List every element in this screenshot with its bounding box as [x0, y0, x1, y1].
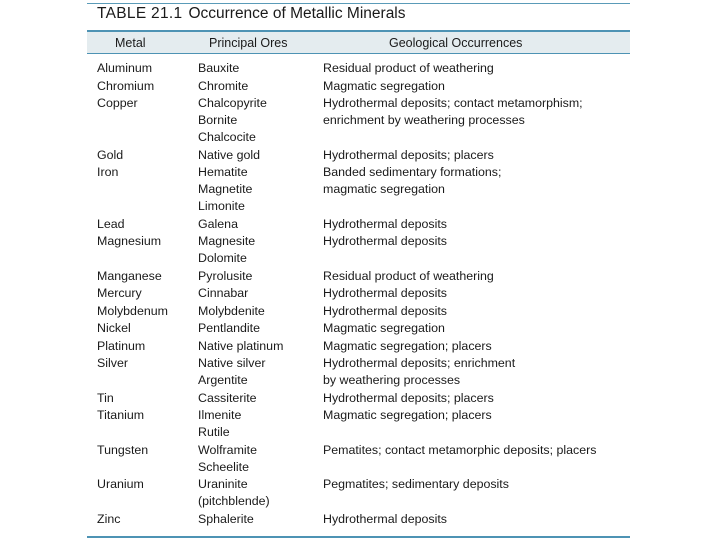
- table-row: [87, 355, 630, 389]
- geology-line: magmatic segregation: [323, 182, 445, 196]
- cell-metal: Mercury: [97, 286, 142, 300]
- geology-line: Residual product of weathering: [323, 61, 494, 75]
- cell-principal-ores: [198, 476, 323, 510]
- cell-geological-occurrence: [323, 78, 630, 95]
- geology-line: Magmatic segregation; placers: [323, 408, 492, 422]
- table-row: [87, 216, 630, 233]
- cell-geological-occurrence: [323, 476, 630, 510]
- ore-name: Molybdenite: [198, 303, 265, 318]
- column-header-geological-occurrences: Geological Occurrences: [389, 36, 523, 50]
- ore-name: Dolomite: [198, 251, 247, 265]
- geology-line: Hydrothermal deposits: [323, 286, 447, 300]
- cell-geological-occurrence: [323, 285, 630, 302]
- geology-line: Residual product of weathering: [323, 268, 494, 283]
- table-row: [87, 233, 630, 267]
- cell-geological-occurrence: [323, 511, 630, 528]
- geology-line: Hydrothermal deposits; enrichment: [323, 356, 516, 370]
- cell-principal-ores: [198, 285, 323, 302]
- table-caption: [97, 5, 406, 23]
- cell-geological-occurrence: [323, 320, 630, 337]
- table-row: [87, 442, 630, 476]
- geology-line: Pegmatites; sedimentary deposits: [323, 477, 509, 491]
- cell-metal: Chromium: [97, 78, 155, 93]
- table-row: [87, 268, 630, 285]
- cell-principal-ores: [198, 216, 323, 233]
- ore-name: Native gold: [198, 147, 260, 162]
- cell-principal-ores: [198, 268, 323, 285]
- table-row: [87, 303, 630, 320]
- cell-geological-occurrence: [323, 147, 630, 164]
- cell-metal: Platinum: [97, 338, 146, 353]
- ore-name: (pitchblende): [198, 494, 270, 508]
- geology-line: Magmatic segregation: [323, 78, 445, 93]
- ore-name: Ilmenite: [198, 408, 242, 422]
- cell-geological-occurrence: [323, 95, 630, 146]
- cell-principal-ores: [198, 442, 323, 476]
- geology-line: Magmatic segregation: [323, 321, 445, 335]
- table-frame: [87, 0, 630, 540]
- cell-geological-occurrence: [323, 303, 630, 320]
- cell-metal: Gold: [97, 147, 124, 162]
- geology-line: Banded sedimentary formations;: [323, 165, 502, 179]
- table-row: [87, 390, 630, 407]
- table-title: Occurrence of Metallic Minerals: [188, 5, 406, 22]
- cell-geological-occurrence: [323, 407, 630, 441]
- cell-principal-ores: [198, 95, 323, 146]
- ore-name: Cinnabar: [198, 286, 249, 300]
- cell-geological-occurrence: [323, 164, 630, 215]
- cell-principal-ores: [198, 338, 323, 355]
- table-row: [87, 407, 630, 441]
- cell-metal: Iron: [97, 165, 119, 179]
- cell-principal-ores: [198, 511, 323, 528]
- cell-metal: Aluminum: [97, 61, 153, 75]
- table-row: [87, 78, 630, 95]
- column-header-metal: Metal: [115, 36, 146, 50]
- cell-principal-ores: [198, 147, 323, 164]
- ore-name: Native platinum: [198, 338, 284, 353]
- cell-principal-ores: [198, 233, 323, 267]
- cell-metal: Titanium: [97, 408, 145, 422]
- cell-metal: Tungsten: [97, 442, 149, 457]
- cell-metal: Zinc: [97, 511, 121, 526]
- geology-line: Hydrothermal deposits; placers: [323, 147, 494, 162]
- ore-name: Galena: [198, 216, 238, 231]
- ore-name: Chromite: [198, 78, 249, 93]
- ore-name: Argentite: [198, 373, 248, 387]
- ore-name: Pyrolusite: [198, 268, 253, 283]
- cell-metal: Tin: [97, 390, 114, 405]
- geology-line: Hydrothermal deposits: [323, 303, 447, 318]
- cell-geological-occurrence: [323, 233, 630, 267]
- table-row: [87, 147, 630, 164]
- geology-line: Hydrothermal deposits: [323, 511, 447, 526]
- ore-name: Native silver: [198, 356, 266, 370]
- cell-metal: Lead: [97, 216, 125, 231]
- ore-name: Bornite: [198, 113, 238, 127]
- ore-name: Pentlandite: [198, 321, 261, 335]
- ore-name: Rutile: [198, 425, 230, 439]
- geology-line: by weathering processes: [323, 373, 461, 387]
- cell-principal-ores: [198, 60, 323, 77]
- cell-geological-occurrence: [323, 338, 630, 355]
- cell-geological-occurrence: [323, 390, 630, 407]
- ore-name: Scheelite: [198, 459, 249, 474]
- cell-principal-ores: [198, 355, 323, 389]
- cell-geological-occurrence: [323, 216, 630, 233]
- column-header-principal-ores: Principal Ores: [209, 36, 288, 50]
- table-row: [87, 285, 630, 302]
- cell-metal: Uranium: [97, 477, 144, 491]
- cell-principal-ores: [198, 303, 323, 320]
- ore-name: Uraninite: [198, 477, 248, 491]
- cell-geological-occurrence: [323, 60, 630, 77]
- table-row: [87, 511, 630, 528]
- ore-name: Limonite: [198, 199, 245, 213]
- table-header: [87, 32, 630, 53]
- cell-metal: Silver: [97, 356, 128, 370]
- ore-name: Cassiterite: [198, 390, 257, 405]
- table-row: [87, 476, 630, 510]
- ore-name: Chalcopyrite: [198, 96, 267, 110]
- table-body: [87, 60, 630, 528]
- ore-name: Magnetite: [198, 182, 253, 196]
- cell-metal: Copper: [97, 96, 138, 110]
- geology-line: enrichment by weathering processes: [323, 113, 525, 127]
- cell-geological-occurrence: [323, 442, 630, 476]
- geology-line: Pematites; contact metamorphic deposits; placers: [323, 442, 597, 457]
- table-bottom-rule: [87, 536, 630, 538]
- geology-line: Magmatic segregation; placers: [323, 338, 492, 353]
- cell-principal-ores: [198, 390, 323, 407]
- geology-line: Hydrothermal deposits; placers: [323, 390, 494, 405]
- geology-line: Hydrothermal deposits: [323, 234, 447, 248]
- cell-metal: Magnesium: [97, 234, 162, 248]
- ore-name: Bauxite: [198, 61, 240, 75]
- table-row: [87, 60, 630, 77]
- header-bottom-rule: [87, 53, 630, 54]
- geology-line: Hydrothermal deposits: [323, 216, 447, 231]
- cell-principal-ores: [198, 164, 323, 215]
- cell-principal-ores: [198, 78, 323, 95]
- cell-metal: Nickel: [97, 321, 131, 335]
- cell-geological-occurrence: [323, 355, 630, 389]
- ore-name: Wolframite: [198, 442, 257, 457]
- cell-geological-occurrence: [323, 268, 630, 285]
- table-label: TABLE 21.1: [97, 5, 183, 22]
- ore-name: Sphalerite: [198, 511, 254, 526]
- cell-metal: Manganese: [97, 268, 162, 283]
- table-row: [87, 320, 630, 337]
- cell-metal: Molybdenum: [97, 303, 168, 318]
- top-border: [87, 3, 630, 4]
- table-row: [87, 338, 630, 355]
- ore-name: Magnesite: [198, 234, 256, 248]
- cell-principal-ores: [198, 320, 323, 337]
- ore-name: Chalcocite: [198, 130, 256, 144]
- geology-line: Hydrothermal deposits; contact metamorphism;: [323, 96, 583, 110]
- ore-name: Hematite: [198, 165, 248, 179]
- table-row: [87, 164, 630, 215]
- table-row: [87, 95, 630, 146]
- cell-principal-ores: [198, 407, 323, 441]
